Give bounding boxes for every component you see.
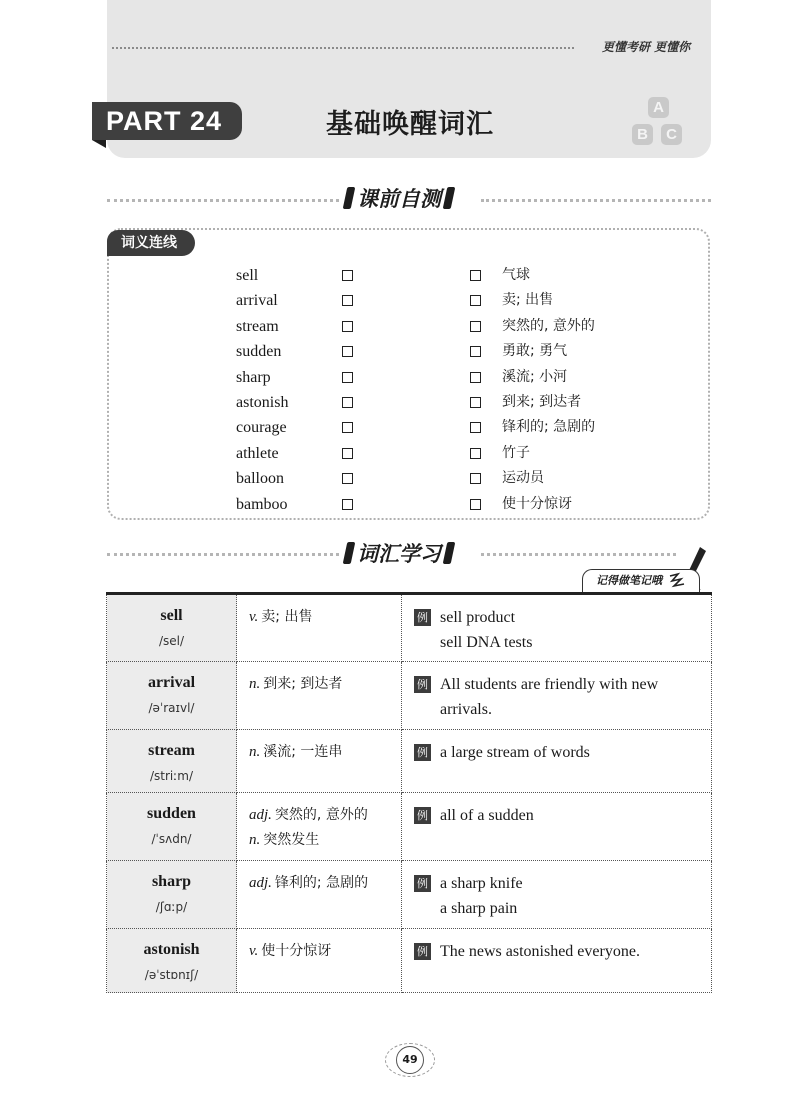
matching-word: athlete (236, 444, 279, 462)
abc-block-b-icon: B (632, 124, 653, 145)
vocab-meaning-line (249, 828, 391, 853)
banner-bar-left (343, 187, 356, 209)
vocab-row (107, 861, 712, 929)
checkbox-meaning[interactable] (470, 499, 481, 510)
example-lines (440, 740, 699, 765)
part-of-speech: n. (249, 832, 261, 848)
example-lines (440, 803, 699, 828)
meaning-text: 锋利的; 急剧的 (274, 875, 369, 891)
vocab-meaning-cell (237, 730, 402, 793)
vocab-row (107, 929, 712, 993)
vocab-meaning-line (249, 605, 391, 630)
vocab-meaning-line (249, 871, 391, 896)
example-lines (440, 939, 699, 964)
vocab-meaning-cell (237, 929, 402, 993)
checkbox-word[interactable] (342, 346, 353, 357)
checkbox-word[interactable] (342, 448, 353, 459)
banner-bar-right (443, 187, 456, 209)
example-block (414, 803, 699, 828)
notes-reminder-text: 记得做笔记哦 (596, 574, 662, 587)
section-rule-right (481, 199, 711, 202)
matching-row (0, 415, 800, 440)
example-lines (440, 871, 699, 921)
example-sentence: The news astonished everyone. (440, 943, 640, 960)
example-icon: 例 (414, 609, 431, 626)
checkbox-meaning[interactable] (470, 422, 481, 433)
example-sentence: a large stream of words (440, 744, 590, 761)
matching-meaning: 竹子 (502, 444, 530, 461)
vocab-row (107, 662, 712, 730)
part-of-speech: n. (249, 744, 261, 760)
example-block (414, 672, 699, 722)
vocab-table-body (107, 594, 712, 993)
vocab-example-cell (402, 730, 712, 793)
matching-word: arrival (236, 292, 278, 310)
meaning-text: 卖; 出售 (261, 609, 313, 625)
matching-meaning: 运动员 (502, 470, 544, 487)
checkbox-meaning[interactable] (470, 397, 481, 408)
checkbox-word[interactable] (342, 270, 353, 281)
example-sentence: all of a sudden (440, 807, 534, 824)
example-icon: 例 (414, 807, 431, 824)
checkbox-word[interactable] (342, 422, 353, 433)
part-label: PART 24 (92, 102, 242, 140)
example-lines (440, 605, 699, 655)
vocab-word-cell (107, 662, 237, 730)
matching-row (0, 492, 800, 517)
checkbox-meaning[interactable] (470, 270, 481, 281)
section-rule-left (107, 199, 339, 202)
part-of-speech: v. (249, 609, 259, 625)
vocab-word-cell (107, 861, 237, 929)
checkbox-meaning[interactable] (470, 372, 481, 383)
section-title-vocab (345, 538, 453, 568)
vocab-phonetic: /ʃɑːp/ (155, 900, 188, 914)
matching-meaning: 气球 (502, 267, 530, 283)
vocab-word: sharp (151, 873, 192, 890)
meaning-text: 使十分惊讶 (261, 943, 332, 959)
example-icon: 例 (414, 875, 431, 892)
section-title-pretest (345, 183, 453, 213)
vocab-word-cell (107, 730, 237, 793)
matching-word: sudden (236, 343, 282, 361)
banner-bar-right (443, 542, 456, 564)
checkbox-meaning[interactable] (470, 295, 481, 306)
page-title: 基础唤醒词汇 (326, 109, 494, 140)
matching-word: bamboo (236, 495, 288, 513)
matching-row (0, 441, 800, 466)
example-block (414, 871, 699, 921)
section-title-text: 词汇学习 (357, 542, 441, 566)
example-icon: 例 (414, 943, 431, 960)
vocab-phonetic: /striːm/ (149, 769, 194, 783)
checkbox-meaning[interactable] (470, 448, 481, 459)
matching-word: sell (236, 267, 259, 284)
vocab-word: sudden (147, 805, 196, 822)
matching-word: balloon (236, 470, 284, 488)
matching-row (0, 288, 800, 313)
example-sentence: a sharp knife (440, 875, 523, 892)
vocab-meaning-cell (237, 594, 402, 662)
example-block (414, 939, 699, 964)
vocab-example-cell (402, 929, 712, 993)
matching-word: courage (236, 419, 287, 437)
vocab-example-cell (402, 861, 712, 929)
vocab-example-cell (402, 793, 712, 861)
page-number: 49 (396, 1046, 424, 1074)
vocab-word: astonish (143, 941, 200, 958)
checkbox-word[interactable] (342, 321, 353, 332)
header-slogan: 更懂考研 更懂你 (602, 40, 691, 54)
example-sentence: sell DNA tests (440, 634, 533, 651)
checkbox-word[interactable] (342, 295, 353, 306)
meaning-text: 到来; 到达者 (263, 676, 343, 692)
vocab-meaning-line (249, 672, 391, 697)
example-sentence: sell product (440, 609, 516, 626)
matching-word: sharp (236, 368, 271, 386)
vocab-word-cell (107, 929, 237, 993)
header-dotted-rule (112, 47, 574, 49)
example-icon: 例 (414, 744, 431, 761)
example-sentence: All students are friendly with new (440, 676, 659, 693)
part-of-speech: v. (249, 943, 259, 959)
banner-bar-left (343, 542, 356, 564)
matching-meaning: 卖; 出售 (502, 292, 554, 309)
vocab-meaning-line (249, 803, 391, 828)
matching-meaning: 溪流; 小河 (502, 368, 568, 385)
checkbox-meaning[interactable] (470, 473, 481, 484)
checkbox-word[interactable] (342, 397, 353, 408)
matching-row (0, 466, 800, 491)
vocab-phonetic: /ˈsʌdn/ (151, 832, 192, 846)
vocab-word-cell (107, 793, 237, 861)
part-of-speech: adj. (249, 807, 272, 823)
vocab-meaning-cell (237, 793, 402, 861)
vocab-example-cell (402, 662, 712, 730)
example-sentence: arrivals. (440, 701, 492, 718)
matching-label: 词义连线 (107, 230, 195, 256)
abc-block-c-icon: C (661, 124, 682, 145)
checkbox-word[interactable] (342, 372, 353, 383)
matching-meaning: 勇敢; 勇气 (502, 343, 568, 360)
abc-block-a-icon: A (648, 97, 669, 118)
section-rule-left (107, 553, 339, 556)
vocab-row (107, 730, 712, 793)
checkbox-word[interactable] (342, 473, 353, 484)
example-block (414, 740, 699, 765)
vocab-meaning-cell (237, 861, 402, 929)
matching-meaning: 到来; 到达者 (502, 394, 582, 410)
vocab-row (107, 793, 712, 861)
vocab-phonetic: /sel/ (158, 634, 185, 648)
checkbox-meaning[interactable] (470, 346, 481, 357)
vocab-word-cell (107, 594, 237, 662)
matching-row (0, 390, 800, 415)
meaning-text: 突然发生 (263, 832, 320, 848)
vocab-meaning-line (249, 740, 391, 765)
vocab-meaning-cell (237, 662, 402, 730)
section-rule-right (481, 553, 676, 556)
example-sentence: a sharp pain (440, 900, 518, 917)
checkbox-meaning[interactable] (470, 321, 481, 332)
vocab-phonetic: /əˈraɪvl/ (148, 701, 195, 715)
example-block (414, 605, 699, 655)
checkbox-word[interactable] (342, 499, 353, 510)
vocab-row (107, 594, 712, 662)
example-lines (440, 672, 699, 722)
matching-word: stream (236, 317, 279, 335)
meaning-text: 溪流; 一连串 (263, 744, 343, 760)
vocab-meaning-line (249, 939, 391, 964)
matching-row (0, 314, 800, 339)
vocab-word: stream (148, 742, 195, 759)
part-tab-fold (92, 140, 106, 148)
matching-row (0, 339, 800, 364)
matching-meaning: 锋利的; 急剧的 (502, 419, 596, 436)
example-icon: 例 (414, 676, 431, 693)
matching-row (0, 365, 800, 390)
part-of-speech: adj. (249, 875, 272, 891)
matching-meaning: 突然的, 意外的 (502, 317, 595, 334)
matching-row (0, 263, 800, 288)
vocab-word: sell (160, 607, 183, 624)
vocab-table (106, 592, 712, 993)
squiggle-icon (668, 572, 688, 592)
vocab-phonetic: /əˈstɒnɪʃ/ (144, 968, 199, 982)
section-title-text: 课前自测 (357, 187, 441, 211)
vocab-word: arrival (147, 674, 196, 691)
matching-meaning: 使十分惊讶 (502, 495, 572, 512)
matching-word: astonish (236, 394, 289, 411)
vocab-example-cell (402, 594, 712, 662)
part-of-speech: n. (249, 676, 261, 692)
meaning-text: 突然的, 意外的 (274, 807, 368, 823)
